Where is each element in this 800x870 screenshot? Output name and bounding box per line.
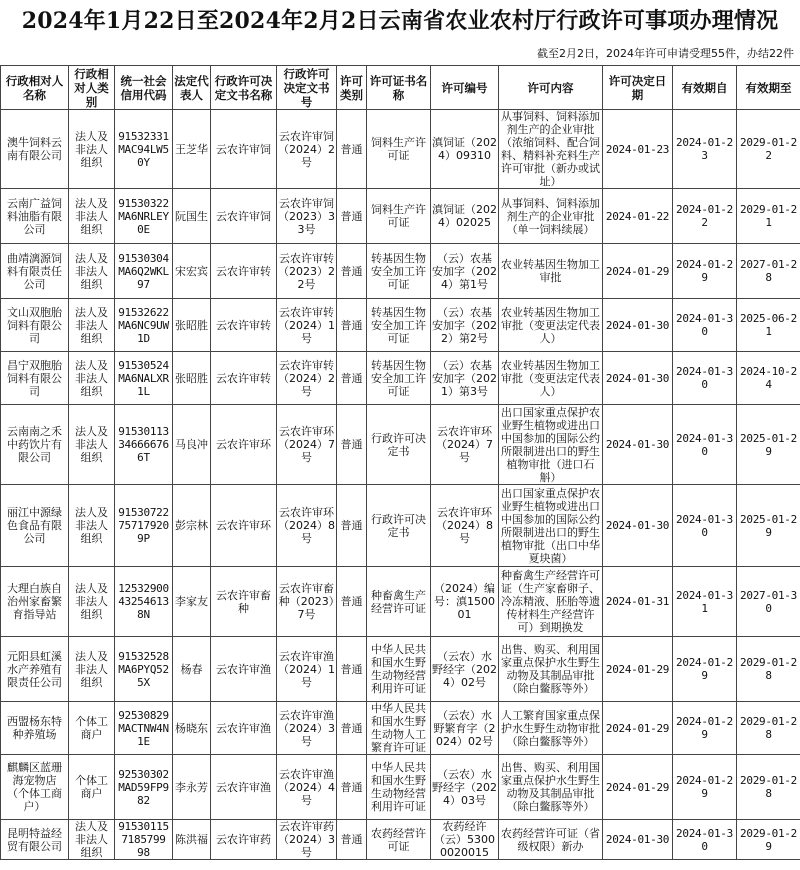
decision-doc-number-cell: 云农许审畜种（2023）7号 [277,567,337,637]
credit-code-cell: 91532331MAC94LW50Y [115,110,173,189]
decision-doc-name-cell: 云农许审环 [211,485,277,567]
name-cell: 丽江中源绿色食品有限公司 [1,485,69,567]
credit-code-cell: 91530304MA6Q2WKL97 [115,244,173,299]
representative-cell: 李永芳 [173,755,211,820]
permit-category-cell: 普通 [337,755,367,820]
decision-date-cell: 2024-01-30 [603,299,673,352]
permit-category-cell: 普通 [337,485,367,567]
valid-from-cell: 2024-01-29 [673,702,737,755]
decision-doc-number-cell: 云农许审渔（2024）1号 [277,637,337,702]
type-cell: 个体工商户 [69,702,115,755]
permit-content-cell: 出售、购买、利用国家重点保护水生野生动物及其制品审批（除白鳖豚等外） [499,755,603,820]
credit-code-cell: 91532528MA6PYQ525X [115,637,173,702]
permit-content-cell: 出售、购买、利用国家重点保护水生野生动物及其制品审批（除白鳖豚等外） [499,637,603,702]
permit-category-cell: 普通 [337,352,367,405]
permit-content-cell: 农业转基因生物加工审批（变更法定代表人） [499,352,603,405]
permit-category-cell: 普通 [337,637,367,702]
representative-cell: 宋宏宾 [173,244,211,299]
permit-category-cell: 普通 [337,820,367,860]
permit-number-cell: 农药经许（云）53000020015 [431,820,499,860]
permit-content-cell: 种畜禽生产经营许可证（生产家畜卵子、冷冻精液、胚胎等遗传材料生产经营许可）到期换发 [499,567,603,637]
valid-to-cell: 2025-01-29 [737,405,800,485]
name-cell: 昌宁双胞胎饲料有限公司 [1,352,69,405]
certificate-name-cell: 饲料生产许可证 [367,189,431,244]
column-header: 许可证书名称 [367,66,431,110]
permit-number-cell: （云农）水野繁育字（2024）02号 [431,702,499,755]
decision-date-cell: 2024-01-30 [603,405,673,485]
type-cell: 法人及非法人组织 [69,189,115,244]
table-row [1,755,800,820]
decision-doc-name-cell: 云农许审畜种 [211,567,277,637]
decision-doc-name-cell: 云农许审饲 [211,189,277,244]
permit-content-cell: 人工繁育国家重点保护水生野生动物审批（除白鳖豚等外） [499,702,603,755]
decision-date-cell: 2024-01-29 [603,755,673,820]
table-row [1,567,800,637]
certificate-name-cell: 行政许可决定书 [367,405,431,485]
permit-category-cell: 普通 [337,299,367,352]
name-cell: 云南南之禾中药饮片有限公司 [1,405,69,485]
decision-date-cell: 2024-01-29 [603,637,673,702]
table-row [1,702,800,755]
valid-to-cell: 2025-06-21 [737,299,800,352]
type-cell: 法人及非法人组织 [69,110,115,189]
name-cell: 元阳县虹溪水产养殖有限责任公司 [1,637,69,702]
column-header: 法定代表人 [173,66,211,110]
credit-code-cell: 9153072275717920 9P [115,485,173,567]
decision-doc-name-cell: 云农许审转 [211,244,277,299]
type-cell: 法人及非法人组织 [69,352,115,405]
permit-number-cell: 滇饲证（2024）09310 [431,110,499,189]
valid-from-cell: 2024-01-31 [673,567,737,637]
name-cell: 昆明特益经贸有限公司 [1,820,69,860]
permit-number-cell: 云农许审环（2024）7号 [431,405,499,485]
representative-cell: 张昭胜 [173,352,211,405]
decision-date-cell: 2024-01-30 [603,820,673,860]
table-row [1,299,800,352]
decision-doc-name-cell: 云农许审转 [211,299,277,352]
type-cell: 法人及非法人组织 [69,244,115,299]
decision-date-cell: 2024-01-22 [603,189,673,244]
table-row [1,189,800,244]
valid-to-cell: 2029-01-28 [737,702,800,755]
decision-doc-number-cell: 云农许审饲（2023）33号 [277,189,337,244]
certificate-name-cell: 农药经营许可证 [367,820,431,860]
decision-doc-number-cell: 云农许审转（2023）22号 [277,244,337,299]
representative-cell: 张昭胜 [173,299,211,352]
certificate-name-cell: 转基因生物安全加工许可证 [367,299,431,352]
certificate-name-cell: 种畜禽生产经营许可证 [367,567,431,637]
representative-cell: 阮国生 [173,189,211,244]
permit-content-cell: 出口国家重点保护农业野生植物或进出口中国参加的国际公约所限制进出口的野生植物审批（出口中华夏块菌） [499,485,603,567]
permit-category-cell: 普通 [337,110,367,189]
valid-from-cell: 2024-01-29 [673,755,737,820]
decision-doc-number-cell: 云农许审环（2024）7号 [277,405,337,485]
valid-from-cell: 2024-01-30 [673,352,737,405]
permit-number-cell: （云）农基安加字（2024）第1号 [431,244,499,299]
type-cell: 法人及非法人组织 [69,820,115,860]
certificate-name-cell: 行政许可决定书 [367,485,431,567]
permit-category-cell: 普通 [337,244,367,299]
table-row [1,485,800,567]
valid-from-cell: 2024-01-22 [673,189,737,244]
decision-doc-number-cell: 云农许审渔（2024）4号 [277,755,337,820]
valid-to-cell: 2029-01-21 [737,189,800,244]
column-header: 许可类别 [337,66,367,110]
valid-from-cell: 2024-01-29 [673,637,737,702]
decision-doc-number-cell: 云农许审转（2024）1号 [277,299,337,352]
permit-number-cell: （云农）水野经字（2024）03号 [431,755,499,820]
decision-doc-name-cell: 云农许审药 [211,820,277,860]
decision-date-cell: 2024-01-30 [603,485,673,567]
column-header: 许可决定日期 [603,66,673,110]
type-cell: 法人及非法人组织 [69,299,115,352]
decision-doc-name-cell: 云农许审渔 [211,755,277,820]
column-header: 行政相对人名称 [1,66,69,110]
type-cell: 法人及非法人组织 [69,637,115,702]
credit-code-cell: 91532622MA6NC9UW1D [115,299,173,352]
permit-number-cell: 滇饲证（2024）02025 [431,189,499,244]
credit-code-cell: 91530113346666766T [115,405,173,485]
decision-doc-name-cell: 云农许审环 [211,405,277,485]
table-header-row [1,66,800,110]
permit-category-cell: 普通 [337,567,367,637]
table-row [1,352,800,405]
table-row [1,820,800,860]
valid-from-cell: 2024-01-30 [673,485,737,567]
representative-cell: 陈洪福 [173,820,211,860]
credit-code-cell: 92530302MAD59FP982 [115,755,173,820]
name-cell: 麒麟区蓝珊海宠物店（个体工商户） [1,755,69,820]
table-row [1,110,800,189]
valid-from-cell: 2024-01-30 [673,299,737,352]
decision-doc-name-cell: 云农许审转 [211,352,277,405]
credit-code-cell: 1253290043254613 8N [115,567,173,637]
name-cell: 云南广益饲料油脂有限公司 [1,189,69,244]
permits-table [0,65,800,860]
permit-content-cell: 农业转基因生物加工审批（变更法定代表人） [499,299,603,352]
table-row [1,244,800,299]
certificate-name-cell: 转基因生物安全加工许可证 [367,352,431,405]
valid-to-cell: 2029-01-28 [737,637,800,702]
credit-code-cell: 91530524MA6NALXR1L [115,352,173,405]
permit-content-cell: 从事饲料、饲料添加剂生产的企业审批（浓缩饲料、配合饲料、精料补充料生产许可审批（新办或试址） [499,110,603,189]
valid-to-cell: 2029-01-22 [737,110,800,189]
column-header: 有效期至 [737,66,800,110]
valid-to-cell: 2024-10-24 [737,352,800,405]
name-cell: 西盟杨东特种养殖场 [1,702,69,755]
representative-cell: 马良冲 [173,405,211,485]
decision-doc-name-cell: 云农许审渔 [211,702,277,755]
type-cell: 法人及非法人组织 [69,405,115,485]
column-header: 统一社会信用代码 [115,66,173,110]
permit-number-cell: （2024）编号：滇150001 [431,567,499,637]
permit-category-cell: 普通 [337,189,367,244]
permit-category-cell: 普通 [337,702,367,755]
permit-number-cell: 云农许审环（2024）8号 [431,485,499,567]
valid-from-cell: 2024-01-30 [673,820,737,860]
credit-code-cell: 92530829MACTNW4N1E [115,702,173,755]
permit-category-cell: 普通 [337,405,367,485]
valid-from-cell: 2024-01-30 [673,405,737,485]
decision-doc-number-cell: 云农许审转（2024）2号 [277,352,337,405]
name-cell: 大理白族自治州家畜繁育指导站 [1,567,69,637]
decision-date-cell: 2024-01-31 [603,567,673,637]
page-title: 2024年1月22日至2024年2月2日云南省农业农村厅行政许可事项办理情况 [21,8,779,34]
permit-number-cell: （云）农基安加字（2021）第3号 [431,352,499,405]
valid-to-cell: 2029-01-28 [737,755,800,820]
representative-cell: 王芝华 [173,110,211,189]
representative-cell: 李家友 [173,567,211,637]
name-cell: 澳牛饲料云南有限公司 [1,110,69,189]
representative-cell: 杨春 [173,637,211,702]
decision-doc-name-cell: 云农许审饲 [211,110,277,189]
permit-content-cell: 出口国家重点保护农业野生植物或进出口中国参加的国际公约所限制进出口的野生植物审批（进口石斛） [499,405,603,485]
table-row [1,637,800,702]
column-header: 行政相对人类别 [69,66,115,110]
permit-content-cell: 从事饲料、饲料添加剂生产的企业审批（单一饲料续展） [499,189,603,244]
type-cell: 个体工商户 [69,755,115,820]
decision-date-cell: 2024-01-23 [603,110,673,189]
column-header: 许可编号 [431,66,499,110]
certificate-name-cell: 转基因生物安全加工许可证 [367,244,431,299]
valid-to-cell: 2027-01-28 [737,244,800,299]
column-header: 有效期自 [673,66,737,110]
column-header: 行政许可决定文书号 [277,66,337,110]
column-header: 许可内容 [499,66,603,110]
valid-from-cell: 2024-01-29 [673,244,737,299]
column-header: 行政许可决定文书名称 [211,66,277,110]
type-cell: 法人及非法人组织 [69,567,115,637]
permit-content-cell: 农业转基因生物加工审批 [499,244,603,299]
representative-cell: 杨晓东 [173,702,211,755]
credit-code-cell: 915301157185799 98 [115,820,173,860]
name-cell: 文山双胞胎饲料有限公司 [1,299,69,352]
name-cell: 曲靖漓源饲料有限责任公司 [1,244,69,299]
decision-doc-number-cell: 云农许审药（2024）3号 [278,820,335,859]
valid-to-cell: 2025-01-29 [737,485,800,567]
valid-to-cell: 2029-01-29 [737,820,800,860]
valid-from-cell: 2024-01-23 [673,110,737,189]
permit-number-cell: （云）农基安加字（2022）第2号 [431,299,499,352]
certificate-name-cell: 中华人民共和国水生野生动物经营利用许可证 [367,755,431,820]
valid-to-cell: 2027-01-30 [737,567,800,637]
summary-note: 截至2月2日，2024年许可申请受理55件，办结22件 [537,47,794,60]
permit-number-cell: （云农）水野经字（2024）02号 [431,637,499,702]
decision-doc-number-cell: 云农许审饲（2024）2号 [277,110,337,189]
certificate-name-cell: 中华人民共和国水生野生动物经营利用许可证 [367,637,431,702]
certificate-name-cell: 中华人民共和国水生野生动物人工繁育许可证 [367,702,431,755]
credit-code-cell: 91530322MA6NRLEY0E [115,189,173,244]
decision-date-cell: 2024-01-29 [603,702,673,755]
permit-content-cell: 农药经营许可证（省级权限）新办 [499,820,603,860]
decision-doc-number-cell: 云农许审渔（2024）3号 [277,702,337,755]
decision-date-cell: 2024-01-29 [603,244,673,299]
representative-cell: 彭宗林 [173,485,211,567]
certificate-name-cell: 饲料生产许可证 [367,110,431,189]
decision-doc-number-cell: 云农许审环（2024）8号 [277,485,337,567]
table-row [1,405,800,485]
type-cell: 法人及非法人组织 [69,485,115,567]
decision-date-cell: 2024-01-30 [603,352,673,405]
decision-doc-name-cell: 云农许审渔 [211,637,277,702]
